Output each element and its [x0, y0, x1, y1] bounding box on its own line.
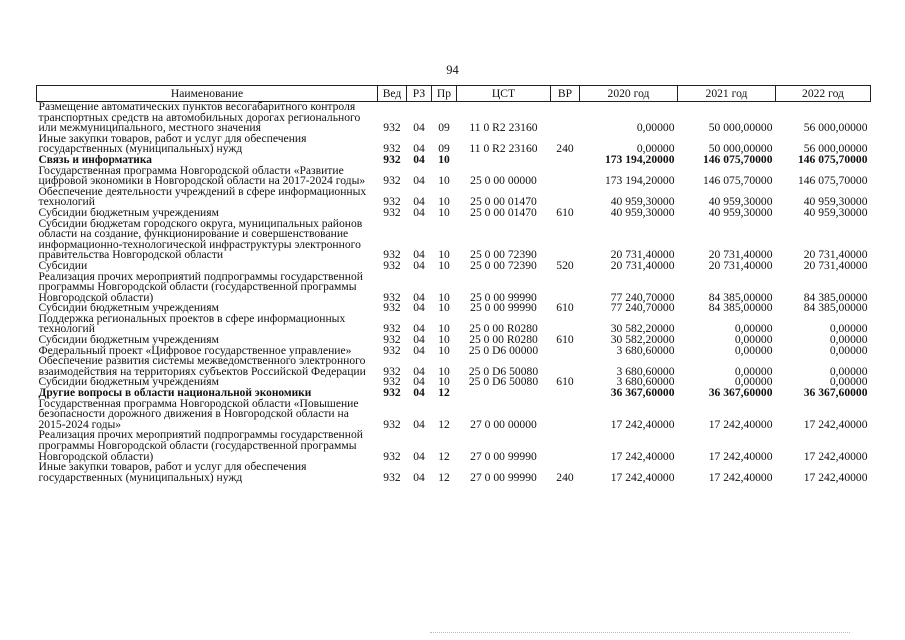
header-2020: 2020 год: [580, 86, 678, 102]
cell-cst: 25 0 00 R0280: [469, 322, 538, 336]
cell-2022: 0,00000: [829, 343, 868, 357]
cell-ved: 932: [383, 195, 401, 209]
cell-2021: 50 000,00000: [708, 142, 773, 156]
cell-pr: 10: [438, 375, 450, 389]
cell-2022: 0,00000: [829, 375, 868, 389]
cell-2021: 17 242,40000: [708, 470, 773, 484]
cell-ved: 932: [383, 364, 401, 378]
header-pr: Пр: [432, 86, 457, 102]
cell-rz: 04: [413, 386, 425, 400]
cell-vr: [551, 314, 580, 335]
cell-cst: 11 0 R2 23160: [469, 121, 538, 135]
cell-ved: 932: [383, 290, 401, 304]
cell-2021: 0,00000: [734, 333, 773, 347]
cell-2021: 0,00000: [734, 375, 773, 389]
cell-2020: 30 582,20000: [610, 322, 675, 336]
table-row: [37, 134, 871, 155]
cell-cst: 25 0 00 72390: [470, 248, 537, 262]
header-ved: Вед: [378, 86, 407, 102]
cell-cst: 27 0 00 00000: [470, 417, 537, 431]
scan-artifact-line: [430, 632, 850, 633]
cell-rz: 04: [413, 375, 425, 389]
cell-vr: 520: [556, 258, 574, 272]
cell-2022: 36 367,60000: [803, 386, 868, 400]
cell-ved: 932: [383, 417, 401, 431]
cell-2021: 20 731,40000: [708, 248, 773, 262]
cell-pr: 10: [438, 205, 450, 219]
cell-2020: 3 680,60000: [616, 343, 675, 357]
cell-rz: 04: [413, 301, 425, 315]
cell-2020: 173 194,20000: [604, 152, 675, 166]
header-2022: 2022 год: [776, 86, 871, 102]
cell-2021: 0,00000: [734, 322, 773, 336]
cell-2020: 0,00000: [636, 142, 675, 156]
cell-2021: 84 385,00000: [708, 301, 773, 315]
cell-rz: 04: [413, 152, 425, 166]
cell-rz: 04: [413, 343, 425, 357]
cell-vr: [551, 356, 580, 377]
cell-2020: 3 680,60000: [616, 364, 675, 378]
cell-cst: 25 0 00 72390: [470, 258, 537, 272]
cell-2021: 17 242,40000: [708, 449, 773, 463]
cell-2022: 84 385,00000: [803, 301, 868, 315]
cell-2020: 40 959,30000: [610, 205, 675, 219]
cell-cst: 25 0 D6 50080: [468, 375, 539, 389]
cell-pr: 10: [438, 343, 450, 357]
cell-name: Обеспечение развития системы межведомственного электронного взаимодействия на территориях субъектов Российской Федерации: [38, 354, 366, 378]
cell-rz: 04: [413, 142, 425, 156]
cell-pr: 10: [438, 258, 450, 272]
cell-ved: 932: [383, 258, 401, 272]
table-row: [37, 102, 871, 134]
cell-vr: 610: [556, 205, 574, 219]
cell-pr: 12: [438, 386, 450, 400]
cell-pr: 10: [438, 195, 450, 209]
cell-name: Обеспечение деятельности учреждений в сфере информационных технологий: [38, 184, 367, 209]
cell-ved: 932: [383, 248, 401, 262]
cell-rz: 04: [413, 174, 425, 188]
cell-pr: 09: [438, 142, 450, 156]
cell-name: Субсидии бюджетным учреждениям: [38, 375, 219, 389]
cell-pr: 10: [438, 152, 450, 166]
cell-2021: 0,00000: [734, 343, 773, 357]
cell-ved: 932: [383, 386, 401, 400]
cell-ved: 932: [383, 152, 401, 166]
cell-pr: 12: [438, 449, 450, 463]
cell-ved: 932: [383, 470, 401, 484]
cell-ved: 932: [383, 375, 401, 389]
cell-2020: 17 242,40000: [610, 449, 675, 463]
cell-2020: 30 582,20000: [610, 333, 675, 347]
cell-name: Федеральный проект «Цифровое государственное управление»: [38, 343, 352, 357]
cell-vr: [551, 155, 580, 166]
cell-pr: 10: [438, 364, 450, 378]
cell-name: Субсидии: [38, 258, 88, 272]
cell-2020: 17 242,40000: [610, 470, 675, 484]
header-vr: ВР: [551, 86, 580, 102]
cell-2021: 40 959,30000: [708, 195, 773, 209]
cell-cst: 25 0 D6 00000: [468, 343, 539, 357]
cell-vr: [551, 346, 580, 357]
cell-2022: 20 731,40000: [803, 258, 868, 272]
table-row: [37, 219, 871, 261]
cell-2022: 0,00000: [829, 364, 868, 378]
cell-pr: 12: [438, 417, 450, 431]
table-row: [37, 314, 871, 335]
table-row: [37, 272, 871, 304]
cell-cst: 25 0 00 01470: [470, 195, 537, 209]
cell-ved: 932: [383, 121, 401, 135]
cell-2022: 0,00000: [829, 333, 868, 347]
cell-2022: 0,00000: [829, 322, 868, 336]
table-row: [37, 166, 871, 187]
cell-2020: 0,00000: [636, 121, 675, 135]
cell-vr: [551, 430, 580, 462]
cell-pr: 10: [438, 174, 450, 188]
cell-cst: [457, 155, 551, 166]
cell-cst: 25 0 00 99990: [470, 301, 537, 315]
cell-2020: 40 959,30000: [610, 195, 675, 209]
cell-rz: 04: [413, 258, 425, 272]
cell-2022: 56 000,00000: [803, 121, 868, 135]
cell-cst: 25 0 00 00000: [470, 174, 537, 188]
cell-name: Поддержка региональных проектов в сфере информационных технологий: [38, 311, 346, 336]
cell-vr: [551, 388, 580, 399]
cell-name: Субсидии бюджетным учреждениям: [38, 333, 219, 347]
cell-2021: 0,00000: [734, 364, 773, 378]
cell-2021: 17 242,40000: [708, 417, 773, 431]
cell-2020: 20 731,40000: [610, 258, 675, 272]
cell-name: Субсидии бюджетам городского округа, муниципальных районов области на создание, функционирование и совершенствование информационно-технологической инфраструктуры электронного правительства Новгородской области: [38, 216, 363, 262]
cell-name: Государственная программа Новгородской области «Повышение безопасности дорожного движения в Новгородской области на 2015-2024 годы»: [38, 396, 359, 431]
cell-vr: [551, 272, 580, 304]
table-row: [37, 430, 871, 462]
cell-cst: 25 0 00 99990: [470, 290, 537, 304]
cell-2020: 20 731,40000: [610, 248, 675, 262]
header-2021: 2021 год: [678, 86, 776, 102]
cell-pr: 10: [438, 301, 450, 315]
cell-rz: 04: [413, 248, 425, 262]
cell-pr: 12: [438, 470, 450, 484]
cell-2020: 173 194,20000: [604, 174, 675, 188]
cell-vr: 610: [556, 375, 574, 389]
cell-pr: 09: [438, 121, 450, 135]
cell-rz: 04: [413, 417, 425, 431]
cell-rz: 04: [413, 364, 425, 378]
cell-rz: 04: [413, 322, 425, 336]
cell-2021: 36 367,60000: [708, 386, 773, 400]
cell-rz: 04: [413, 449, 425, 463]
cell-ved: 932: [383, 449, 401, 463]
cell-cst: 27 0 00 99990: [470, 470, 537, 484]
cell-ved: 932: [383, 322, 401, 336]
cell-2020: 36 367,60000: [610, 386, 675, 400]
cell-vr: 240: [556, 470, 574, 484]
cell-2021: 50 000,00000: [708, 121, 773, 135]
cell-cst: 25 0 D6 50080: [468, 364, 539, 378]
cell-ved: 932: [383, 301, 401, 315]
page-number: 94: [446, 63, 459, 77]
header-cst: ЦСТ: [457, 86, 551, 102]
header-rz: РЗ: [407, 86, 432, 102]
cell-vr: [551, 187, 580, 208]
cell-2020: 3 680,60000: [616, 375, 675, 389]
cell-name: Связь и информатика: [38, 153, 152, 166]
cell-vr: 240: [556, 142, 574, 156]
cell-ved: 932: [383, 343, 401, 357]
cell-2021: 40 959,30000: [708, 205, 773, 219]
cell-2021: 146 075,70000: [702, 152, 773, 166]
cell-2022: 84 385,00000: [803, 290, 868, 304]
cell-2022: 146 075,70000: [797, 174, 868, 188]
cell-2022: 17 242,40000: [803, 449, 868, 463]
cell-vr: [551, 219, 580, 261]
cell-ved: 932: [383, 333, 401, 347]
cell-name: Иные закупки товаров, работ и услуг для обеспечения государственных (муниципальных) нужд: [38, 131, 307, 156]
cell-vr: [551, 102, 580, 134]
cell-rz: 04: [413, 195, 425, 209]
cell-2021: 146 075,70000: [702, 174, 773, 188]
cell-vr: 610: [556, 333, 574, 347]
cell-rz: 04: [413, 205, 425, 219]
cell-rz: 04: [413, 470, 425, 484]
cell-rz: 04: [413, 333, 425, 347]
cell-name: Другие вопросы в области национальной экономики: [38, 387, 312, 400]
cell-2020: 17 242,40000: [610, 417, 675, 431]
cell-ved: 932: [383, 142, 401, 156]
cell-2022: 56 000,00000: [803, 142, 868, 156]
cell-pr: 10: [438, 290, 450, 304]
cell-name: Субсидии бюджетным учреждениям: [38, 301, 219, 315]
cell-rz: 04: [413, 290, 425, 304]
cell-2021: 20 731,40000: [708, 258, 773, 272]
cell-name: Реализация прочих мероприятий подпрограммы государственной программы Новгородской области (государственной программы Новгородской области): [38, 428, 363, 463]
cell-2022: 146 075,70000: [797, 152, 868, 166]
cell-cst: 25 0 00 01470: [470, 205, 537, 219]
cell-2020: 77 240,70000: [610, 290, 675, 304]
cell-ved: 932: [383, 174, 401, 188]
cell-2022: 17 242,40000: [803, 417, 868, 431]
table-row: [37, 399, 871, 431]
cell-pr: 10: [438, 248, 450, 262]
table-row: [37, 187, 871, 208]
cell-rz: 04: [413, 121, 425, 135]
budget-table: [36, 85, 871, 483]
cell-name: Субсидии бюджетным учреждениям: [38, 205, 219, 219]
table-row: [37, 356, 871, 377]
cell-2022: 17 242,40000: [803, 470, 868, 484]
cell-cst: [457, 388, 551, 399]
cell-2022: 40 959,30000: [803, 205, 868, 219]
cell-name: Государственная программа Новгородской области «Развитие цифровой экономики в Новгородской области на 2017-2024 годы»: [38, 163, 366, 188]
cell-name: Иные закупки товаров, работ и услуг для обеспечения государственных (муниципальных) нужд: [38, 460, 307, 484]
table-body: [37, 102, 871, 484]
cell-2020: 77 240,70000: [610, 301, 675, 315]
cell-vr: 610: [556, 301, 574, 315]
cell-ved: 932: [383, 205, 401, 219]
cell-name: Размещение автоматических пунктов весогабаритного контроля транспортных средств на автомобильных дорогах регионального или межмуниципального, местного значения: [38, 100, 361, 135]
table-row: [37, 462, 871, 483]
cell-pr: 10: [438, 322, 450, 336]
cell-vr: [551, 166, 580, 187]
cell-vr: [551, 399, 580, 431]
cell-name: Реализация прочих мероприятий подпрограммы государственной программы Новгородской области (государственной программы Новгородской области): [38, 269, 363, 304]
cell-2022: 20 731,40000: [803, 248, 868, 262]
cell-cst: 27 0 00 99990: [470, 449, 537, 463]
header-name: Наименование: [37, 86, 378, 102]
cell-pr: 10: [438, 333, 450, 347]
cell-2021: 84 385,00000: [708, 290, 773, 304]
cell-cst: 25 0 00 R0280: [469, 333, 538, 347]
cell-cst: 11 0 R2 23160: [469, 142, 538, 156]
cell-2022: 40 959,30000: [803, 195, 868, 209]
